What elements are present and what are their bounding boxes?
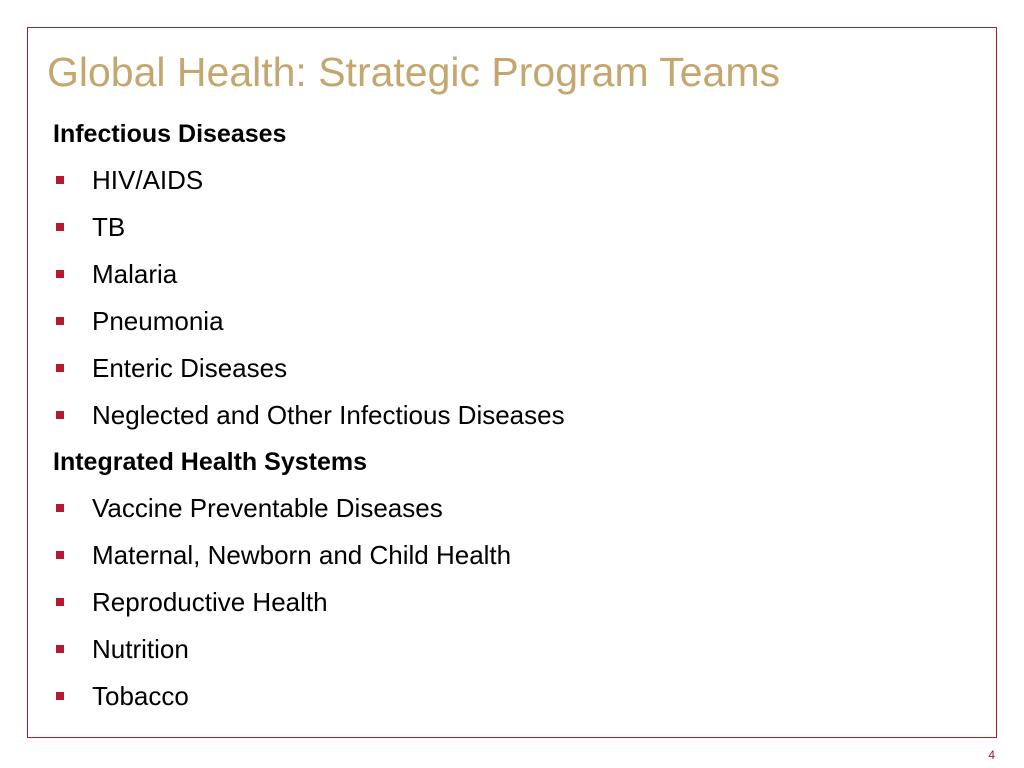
list-item-label: Nutrition [92,634,189,664]
list-item [53,535,983,582]
square-bullet-icon [56,364,64,372]
list-item-label: Reproductive Health [92,587,328,617]
list-item [53,160,983,207]
list-item-label: Maternal, Newborn and Child Health [92,540,512,570]
list-item [53,301,983,348]
list-item [53,629,983,676]
list-item-label: Neglected and Other Infectious Diseases [92,400,565,430]
list-item [53,488,983,535]
list-item-label: Enteric Diseases [92,353,288,383]
list-item [53,395,983,442]
square-bullet-icon [56,551,64,559]
list-item-label: Vaccine Preventable Diseases [92,493,443,523]
list-item [53,582,983,629]
list-item [53,676,983,723]
list-item-label: HIV/AIDS [92,165,204,195]
square-bullet-icon [56,645,64,653]
list-item [53,348,983,395]
section-heading-infectious-diseases: Infectious Diseases [53,120,287,148]
square-bullet-icon [56,598,64,606]
square-bullet-icon [56,411,64,419]
square-bullet-icon [56,692,64,700]
page-number: 4 [988,748,995,762]
list-item-label: Pneumonia [92,306,224,336]
list-item-label: Malaria [92,259,178,289]
list-item [53,254,983,301]
integrated-health-systems-list [53,488,983,723]
slide-content [53,114,983,723]
section-heading-integrated-health-systems: Integrated Health Systems [53,448,367,476]
list-item-label: Tobacco [92,681,189,711]
square-bullet-icon [56,223,64,231]
infectious-diseases-list [53,160,983,442]
square-bullet-icon [56,176,64,184]
list-item-label: TB [92,212,126,242]
square-bullet-icon [56,270,64,278]
square-bullet-icon [56,317,64,325]
square-bullet-icon [56,504,64,512]
list-item [53,207,983,254]
slide-title: Global Health: Strategic Program Teams [47,49,781,95]
